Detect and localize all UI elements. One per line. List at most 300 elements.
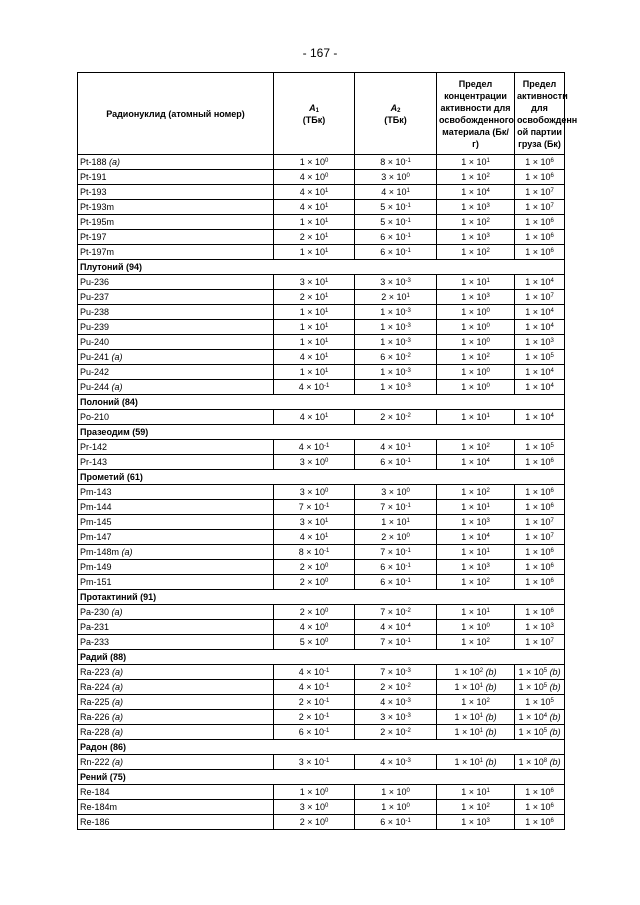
activity-cell-exponent: 4: [543, 713, 548, 719]
concentration-cell-exponent: 2: [486, 578, 490, 584]
table-row: [78, 320, 565, 335]
concentration-cell-exponent: 1: [486, 413, 490, 419]
a2-cell-exponent: -1: [405, 203, 411, 209]
activity-cell-exponent: 7: [550, 188, 554, 194]
a1-cell-mantissa: 4 × 10: [298, 682, 324, 692]
a2-cell-mantissa: 6 × 10: [380, 247, 406, 257]
nuclide-name: Pr-143: [80, 457, 108, 467]
table-row: [78, 170, 565, 185]
table-row: [78, 500, 565, 515]
activity-cell-mantissa: 1 × 10: [525, 352, 551, 362]
activity-cell-exponent: 4: [550, 308, 554, 314]
concentration-cell-mantissa: 1 × 10: [454, 727, 480, 737]
a1-cell-exponent: 0: [324, 803, 329, 809]
a2-cell-exponent: -1: [405, 158, 411, 164]
activity-cell-mantissa: 1 × 10: [525, 442, 551, 452]
activity-cell-exponent: 7: [550, 293, 554, 299]
concentration-cell-mantissa: 1 × 10: [461, 157, 487, 167]
activity-cell: [515, 545, 565, 560]
concentration-cell: [437, 200, 515, 215]
table-row: [78, 485, 565, 500]
activity-cell-exponent: 6: [550, 218, 554, 224]
activity-cell: [515, 620, 565, 635]
a1-cell: [274, 320, 355, 335]
concentration-cell-mantissa: 1 × 10: [461, 457, 487, 467]
concentration-cell-exponent: 1: [479, 728, 484, 734]
header-activity-limit: Предел активности для освобожденн ой партии груза (Бк): [515, 73, 565, 155]
a1-cell-exponent: -1: [323, 698, 330, 704]
header-a2-unit: (ТБк): [384, 114, 407, 125]
concentration-cell: [437, 410, 515, 425]
nuclide-cell: [78, 455, 274, 470]
concentration-cell-note: (b): [483, 757, 497, 767]
a1-cell: [274, 800, 355, 815]
activity-cell-exponent: 5: [543, 728, 548, 734]
table-row: [78, 335, 565, 350]
a2-cell: [355, 815, 437, 830]
a1-cell: [274, 230, 355, 245]
nuclide-cell: [78, 290, 274, 305]
table-row: [78, 545, 565, 560]
activity-cell: [515, 335, 565, 350]
header-a1-symbol: A: [309, 102, 316, 113]
element-group-label: Празеодим (59): [78, 425, 565, 440]
nuclide-note: (a): [111, 352, 123, 362]
activity-cell-exponent: 8: [543, 758, 548, 764]
a1-cell-exponent: 0: [324, 488, 329, 494]
a1-cell: [274, 515, 355, 530]
nuclide-name: Pm-145: [80, 517, 112, 527]
concentration-cell: [437, 785, 515, 800]
group-header-row: [78, 650, 565, 665]
a2-cell-exponent: -3: [405, 713, 411, 719]
concentration-cell: [437, 635, 515, 650]
a1-cell-exponent: 1: [324, 368, 329, 374]
nuclide-cell: [78, 335, 274, 350]
activity-cell-mantissa: 1 × 10: [525, 517, 551, 527]
a1-cell-exponent: -1: [323, 443, 330, 449]
nuclide-cell: [78, 755, 274, 770]
concentration-cell-mantissa: 1 × 10: [461, 322, 487, 332]
nuclide-cell: [78, 170, 274, 185]
nuclide-cell: [78, 725, 274, 740]
activity-cell: [515, 290, 565, 305]
nuclide-cell: [78, 230, 274, 245]
table-row: [78, 680, 565, 695]
header-a1-subscript: 1: [315, 107, 319, 114]
a2-cell-mantissa: 2 × 10: [380, 682, 406, 692]
a1-cell: [274, 440, 355, 455]
a2-cell-exponent: -1: [405, 248, 411, 254]
activity-cell-mantissa: 1 × 10: [525, 322, 551, 332]
concentration-cell-exponent: 1: [479, 713, 484, 719]
concentration-cell: [437, 155, 515, 170]
page-number: - 167 -: [302, 46, 338, 60]
table-header-row: [78, 73, 565, 155]
activity-cell-exponent: 4: [550, 413, 554, 419]
activity-cell-mantissa: 1 × 10: [525, 217, 551, 227]
activity-cell: [515, 695, 565, 710]
a1-cell-mantissa: 1 × 10: [299, 217, 325, 227]
a1-cell-exponent: 0: [324, 623, 329, 629]
activity-cell-exponent: 6: [550, 158, 554, 164]
a2-cell-exponent: -2: [405, 413, 411, 419]
table-body: [78, 155, 565, 830]
a1-cell-mantissa: 1 × 10: [299, 367, 325, 377]
a2-cell: [355, 185, 437, 200]
a1-cell-exponent: 1: [324, 233, 329, 239]
nuclide-name: Pt-197m: [80, 247, 115, 257]
a1-cell-mantissa: 4 × 10: [298, 442, 324, 452]
concentration-cell-exponent: 1: [486, 278, 490, 284]
activity-cell: [515, 305, 565, 320]
concentration-cell-note: (b): [483, 682, 497, 692]
nuclide-name: Pu-241: [80, 352, 110, 362]
activity-cell-exponent: 6: [550, 503, 554, 509]
concentration-cell-mantissa: 1 × 10: [461, 487, 487, 497]
nuclide-name: Pr-142: [80, 442, 108, 452]
concentration-cell-exponent: 3: [486, 203, 490, 209]
a2-cell: [355, 485, 437, 500]
concentration-cell: [437, 530, 515, 545]
a1-cell-exponent: 0: [324, 173, 329, 179]
activity-cell-exponent: 6: [550, 248, 554, 254]
a1-cell-mantissa: 2 × 10: [299, 607, 325, 617]
a1-cell-mantissa: 4 × 10: [299, 622, 325, 632]
a1-cell-mantissa: 5 × 10: [299, 637, 325, 647]
activity-cell-exponent: 7: [550, 518, 554, 524]
nuclide-cell: [78, 200, 274, 215]
a1-cell-mantissa: 1 × 10: [299, 322, 325, 332]
a1-cell-mantissa: 7 × 10: [298, 502, 324, 512]
a2-cell: [355, 560, 437, 575]
concentration-cell: [437, 320, 515, 335]
nuclide-cell: [78, 515, 274, 530]
a2-cell: [355, 245, 437, 260]
a1-cell-exponent: 0: [324, 818, 329, 824]
a1-cell-mantissa: 3 × 10: [299, 487, 325, 497]
activity-cell-exponent: 6: [550, 818, 554, 824]
a1-cell: [274, 530, 355, 545]
a1-cell-exponent: -1: [323, 383, 330, 389]
nuclide-cell: [78, 245, 274, 260]
a1-cell: [274, 710, 355, 725]
a1-cell: [274, 185, 355, 200]
nuclide-cell: [78, 710, 274, 725]
a1-cell: [274, 335, 355, 350]
activity-cell: [515, 530, 565, 545]
concentration-cell-mantissa: 1 × 10: [461, 352, 487, 362]
a2-cell-exponent: -1: [405, 233, 411, 239]
concentration-cell-exponent: 4: [486, 188, 490, 194]
header-a1: [274, 73, 355, 155]
a2-cell-exponent: -2: [405, 353, 411, 359]
activity-cell-mantissa: 1 × 10: [525, 292, 551, 302]
a1-cell-mantissa: 4 × 10: [299, 187, 325, 197]
a2-cell-exponent: -3: [405, 758, 411, 764]
a1-cell-mantissa: 4 × 10: [299, 352, 325, 362]
table-row: [78, 200, 565, 215]
a2-cell-exponent: -1: [405, 578, 411, 584]
nuclide-name: Rn-222: [80, 757, 110, 767]
concentration-cell: [437, 380, 515, 395]
nuclide-name: Pt-193: [80, 187, 107, 197]
activity-cell-mantissa: 1 × 10: [525, 502, 551, 512]
nuclide-name: Pm-143: [80, 487, 112, 497]
table-row: [78, 800, 565, 815]
concentration-cell-mantissa: 1 × 10: [454, 757, 480, 767]
nuclide-cell: [78, 410, 274, 425]
a2-cell: [355, 335, 437, 350]
activity-cell-mantissa: 1 × 10: [518, 757, 544, 767]
a2-cell: [355, 170, 437, 185]
a1-cell: [274, 485, 355, 500]
concentration-cell-mantissa: 1 × 10: [461, 637, 487, 647]
nuclide-note: (a): [109, 157, 121, 167]
a2-cell-mantissa: 2 × 10: [381, 532, 407, 542]
activity-cell-exponent: 6: [550, 173, 554, 179]
activity-cell-exponent: 6: [550, 608, 554, 614]
a1-cell: [274, 635, 355, 650]
table-row: [78, 275, 565, 290]
table-row: [78, 290, 565, 305]
a1-cell-mantissa: 1 × 10: [299, 337, 325, 347]
a1-cell-exponent: 0: [324, 788, 329, 794]
table-row: [78, 560, 565, 575]
nuclide-cell: [78, 320, 274, 335]
a2-cell-mantissa: 4 × 10: [380, 697, 406, 707]
activity-cell-mantissa: 1 × 10: [525, 187, 551, 197]
a2-cell: [355, 350, 437, 365]
concentration-cell-mantissa: 1 × 10: [461, 277, 487, 287]
a2-cell-mantissa: 7 × 10: [380, 607, 406, 617]
table-row: [78, 155, 565, 170]
group-header-row: [78, 740, 565, 755]
activity-cell-mantissa: 1 × 10: [525, 532, 551, 542]
activity-cell-mantissa: 1 × 10: [525, 802, 551, 812]
a1-cell-mantissa: 3 × 10: [299, 277, 325, 287]
activity-cell: [515, 320, 565, 335]
a1-cell-mantissa: 3 × 10: [299, 517, 325, 527]
nuclide-cell: [78, 485, 274, 500]
a1-cell-exponent: -1: [323, 503, 330, 509]
a2-cell: [355, 695, 437, 710]
concentration-cell-exponent: 4: [486, 458, 490, 464]
nuclide-name: Re-184: [80, 787, 110, 797]
a1-cell-mantissa: 2 × 10: [299, 232, 325, 242]
concentration-cell-exponent: 0: [486, 338, 490, 344]
activity-cell-mantissa: 1 × 10: [525, 487, 551, 497]
a1-cell: [274, 200, 355, 215]
concentration-cell: [437, 365, 515, 380]
activity-cell-note: (b): [547, 667, 561, 677]
header-radionuclide: Радионуклид (атомный номер): [78, 73, 274, 155]
a2-cell-mantissa: 1 × 10: [380, 367, 406, 377]
activity-cell-exponent: 6: [550, 578, 554, 584]
a1-cell: [274, 245, 355, 260]
activity-cell-mantissa: 1 × 10: [525, 457, 551, 467]
element-group-label: Плутоний (94): [78, 260, 565, 275]
a2-cell-mantissa: 1 × 10: [381, 517, 407, 527]
a2-cell-exponent: 0: [406, 803, 410, 809]
a1-cell: [274, 455, 355, 470]
concentration-cell-mantissa: 1 × 10: [461, 307, 487, 317]
concentration-cell-exponent: 0: [486, 623, 490, 629]
a1-cell-mantissa: 2 × 10: [298, 697, 324, 707]
nuclide-cell: [78, 380, 274, 395]
table-row: [78, 515, 565, 530]
concentration-cell-mantissa: 1 × 10: [454, 712, 480, 722]
a2-cell-mantissa: 7 × 10: [380, 637, 406, 647]
a2-cell-exponent: -2: [405, 608, 411, 614]
nuclide-name: Pa-231: [80, 622, 110, 632]
a2-cell: [355, 605, 437, 620]
activity-cell: [515, 500, 565, 515]
concentration-cell-mantissa: 1 × 10: [461, 577, 487, 587]
a2-cell-mantissa: 8 × 10: [380, 157, 406, 167]
a1-cell-exponent: 0: [324, 608, 329, 614]
nuclide-cell: [78, 185, 274, 200]
nuclide-name: Pm-149: [80, 562, 112, 572]
concentration-cell-mantissa: 1 × 10: [461, 532, 487, 542]
element-group-label: Радий (88): [78, 650, 565, 665]
activity-cell-mantissa: 1 × 10: [525, 232, 551, 242]
a2-cell: [355, 725, 437, 740]
a2-cell-mantissa: 7 × 10: [380, 502, 406, 512]
activity-cell-exponent: 6: [550, 548, 554, 554]
concentration-cell-exponent: 2: [486, 638, 490, 644]
header-a1-unit: (ТБк): [302, 114, 326, 125]
a1-cell: [274, 170, 355, 185]
concentration-cell-mantissa: 1 × 10: [461, 412, 487, 422]
concentration-cell-mantissa: 1 × 10: [461, 562, 487, 572]
concentration-cell-exponent: 2: [479, 668, 484, 674]
table-row: [78, 635, 565, 650]
group-header-row: [78, 260, 565, 275]
a1-cell: [274, 350, 355, 365]
activity-cell: [515, 605, 565, 620]
header-a2: [355, 73, 437, 155]
activity-cell: [515, 515, 565, 530]
a1-cell-exponent: 1: [324, 323, 329, 329]
concentration-cell-mantissa: 1 × 10: [461, 217, 487, 227]
activity-cell-mantissa: 1 × 10: [525, 277, 551, 287]
a1-cell-mantissa: 1 × 10: [299, 307, 325, 317]
a2-cell-exponent: -3: [405, 308, 411, 314]
a2-cell-mantissa: 7 × 10: [380, 667, 406, 677]
a2-cell-mantissa: 2 × 10: [380, 412, 406, 422]
nuclide-name: Pm-148m: [80, 547, 120, 557]
group-header-row: [78, 425, 565, 440]
a1-cell-exponent: 0: [324, 458, 329, 464]
table-row: [78, 185, 565, 200]
a1-cell-mantissa: 4 × 10: [298, 667, 324, 677]
concentration-cell-mantissa: 1 × 10: [461, 622, 487, 632]
concentration-cell-exponent: 3: [486, 518, 490, 524]
a2-cell-exponent: 1: [406, 293, 410, 299]
a2-cell-exponent: -2: [405, 728, 411, 734]
concentration-cell: [437, 245, 515, 260]
activity-cell-mantissa: 1 × 10: [525, 382, 551, 392]
a2-cell: [355, 680, 437, 695]
concentration-cell: [437, 665, 515, 680]
nuclide-note: (a): [111, 607, 123, 617]
nuclide-cell: [78, 305, 274, 320]
a1-cell-mantissa: 3 × 10: [299, 802, 325, 812]
activity-cell: [515, 245, 565, 260]
activity-cell-exponent: 6: [550, 458, 554, 464]
concentration-cell-exponent: 0: [486, 308, 490, 314]
a2-cell-mantissa: 1 × 10: [381, 802, 407, 812]
activity-cell-exponent: 7: [550, 533, 554, 539]
a2-cell: [355, 710, 437, 725]
group-header-row: [78, 470, 565, 485]
concentration-cell-exponent: 0: [486, 368, 490, 374]
activity-cell-mantissa: 1 × 10: [525, 607, 551, 617]
a2-cell-mantissa: 3 × 10: [380, 712, 406, 722]
activity-cell: [515, 725, 565, 740]
a1-cell-mantissa: 2 × 10: [299, 817, 325, 827]
table-row: [78, 725, 565, 740]
activity-cell: [515, 365, 565, 380]
a2-cell: [355, 200, 437, 215]
a2-cell-exponent: -3: [405, 368, 411, 374]
radionuclide-table: [77, 72, 578, 830]
activity-cell: [515, 350, 565, 365]
concentration-cell-note: (b): [483, 667, 497, 677]
a1-cell: [274, 410, 355, 425]
a2-cell: [355, 500, 437, 515]
concentration-cell-exponent: 1: [486, 548, 490, 554]
concentration-cell-exponent: 2: [486, 488, 490, 494]
concentration-cell-mantissa: 1 × 10: [461, 502, 487, 512]
activity-cell-exponent: 6: [550, 488, 554, 494]
activity-cell-exponent: 6: [550, 803, 554, 809]
nuclide-name: Ra-223: [80, 667, 110, 677]
nuclide-name: Pu-236: [80, 277, 110, 287]
activity-cell: [515, 485, 565, 500]
a1-cell-mantissa: 4 × 10: [299, 532, 325, 542]
nuclide-cell: [78, 560, 274, 575]
a2-cell-exponent: -4: [405, 623, 411, 629]
a2-cell-mantissa: 1 × 10: [381, 787, 407, 797]
table-row: [78, 305, 565, 320]
activity-cell: [515, 710, 565, 725]
a1-cell: [274, 305, 355, 320]
table-row: [78, 215, 565, 230]
nuclide-name: Pu-244: [80, 382, 110, 392]
table-row: [78, 230, 565, 245]
a1-cell: [274, 215, 355, 230]
table-row: [78, 575, 565, 590]
concentration-cell: [437, 290, 515, 305]
a2-cell-exponent: -3: [405, 383, 411, 389]
activity-cell-mantissa: 1 × 10: [525, 547, 551, 557]
concentration-cell: [437, 275, 515, 290]
concentration-cell-exponent: 2: [486, 698, 490, 704]
concentration-cell: [437, 695, 515, 710]
a1-cell-mantissa: 1 × 10: [299, 247, 325, 257]
a2-cell-exponent: -3: [405, 278, 411, 284]
table-row: [78, 695, 565, 710]
a2-cell-mantissa: 3 × 10: [380, 277, 406, 287]
a1-cell-mantissa: 4 × 10: [299, 412, 325, 422]
table-row: [78, 410, 565, 425]
activity-cell-mantissa: 1 × 10: [518, 682, 544, 692]
a1-cell-mantissa: 2 × 10: [299, 577, 325, 587]
concentration-cell: [437, 620, 515, 635]
a1-cell-exponent: 0: [324, 578, 329, 584]
